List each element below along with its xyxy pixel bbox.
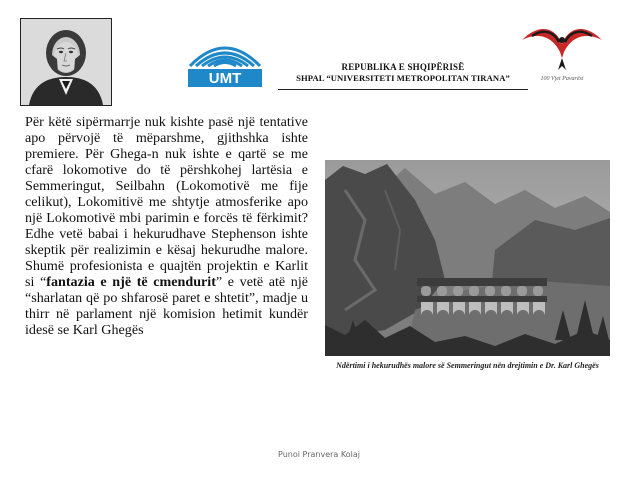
anniversary-caption: 100 Vjet Pavarësi: [540, 76, 584, 82]
article-paragraph: [25, 114, 308, 338]
photo-caption: Ndërtimi i hekurudhës malore së Semmeringut nën drejtimin e Dr. Karl Ghegës: [336, 361, 599, 370]
institution-line-1: REPUBLIKA E SHQIPËRISË: [341, 62, 465, 72]
footer-credit: Punoi Pranvera Kolaj: [278, 450, 360, 459]
institution-line-2: SHPAL “UNIVERSITETI METROPOLITAN TIRANA”: [296, 73, 510, 83]
umt-logo: [180, 38, 270, 90]
banner-divider: [278, 89, 528, 90]
portrait-image: [20, 18, 112, 106]
portrait-illustration: [21, 19, 111, 105]
anniversary-logo: [512, 18, 612, 90]
paragraph-bold-quote: fantazia e një të cmendurit: [46, 274, 216, 290]
semmering-railway-photo: [325, 160, 610, 356]
paragraph-text-start: Për këtë sipërmarrje nuk kishte pasë një tentative apo përvojë të mëparshme, gjithshka ishte premiere. Për Ghega-n nuk ishte e qartë se me cfarë lokomotive do të përshkohej lartësia e Semmeringut, Seilbahn (Lokomotivë me fije celikut), Lokomitivë me shtytje atmosferike apo një Lokomotivë mbi parimin e forcës të fërkimit? Edhe vetë babai i hekurudhave Stephenson ishte skeptik për realizimin e kësaj hekurudhe malore. Shumë profesionista e quajtën projektin e Karlit si “: [25, 114, 308, 290]
umt-logo-text: UMT: [208, 70, 242, 87]
paragraph-text-end: ” e vetë atë një “sharlatan që po shfarosë paret e shtetit”, madje u thirr në parlament një komision hetimit kundër idesë se Karl Ghegës: [25, 274, 308, 338]
institution-banner: [278, 62, 528, 90]
